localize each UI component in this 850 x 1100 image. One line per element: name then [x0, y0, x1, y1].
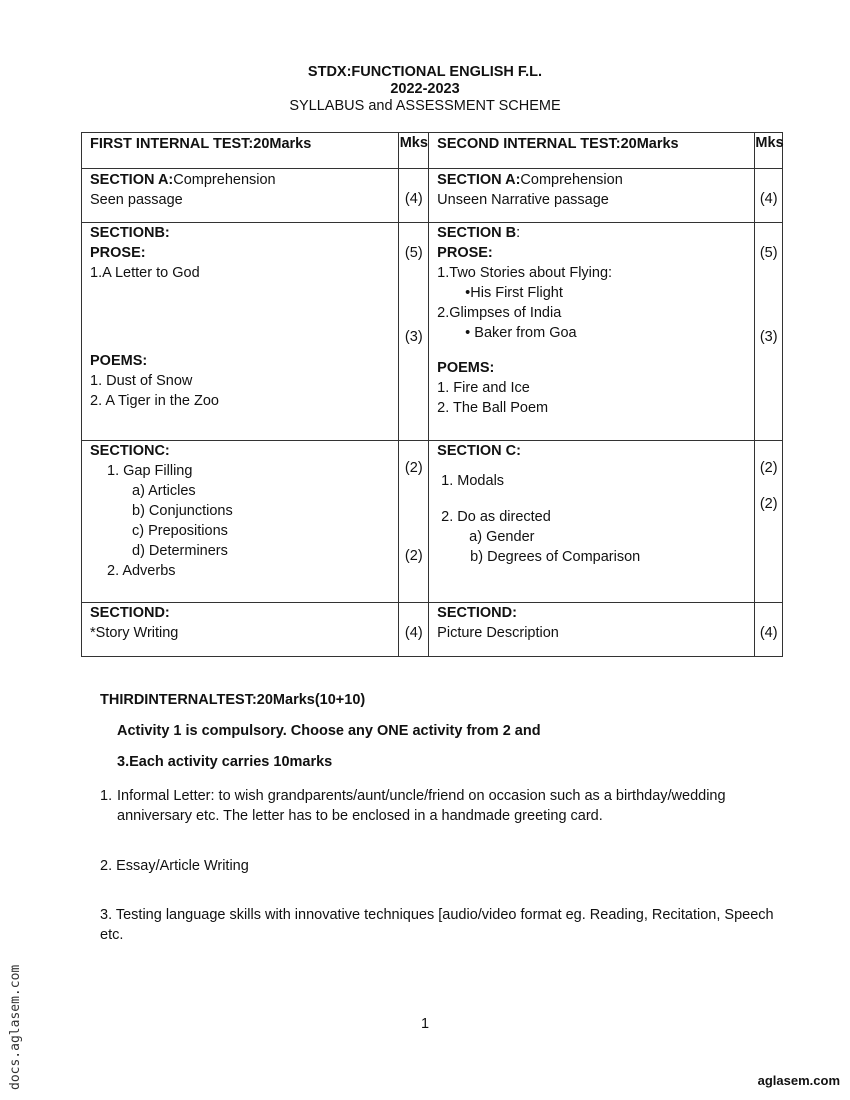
list-item: 2. Essay/Article Writing: [100, 858, 249, 874]
section-title: SECTION A:: [437, 172, 521, 188]
marks-value: (2): [404, 460, 423, 476]
section-d-row: [82, 603, 783, 657]
section-item: 2. The Ball Poem: [437, 400, 549, 416]
marks-value: (4): [759, 191, 778, 207]
list-item-text: Informal Letter: to wish grandparents/aunt/uncle/friend on occasion such as a birthday/wedding anniversary etc. The letter has to be enclosed in a handmade greeting card.: [117, 788, 726, 824]
section-title: SECTION A:: [90, 172, 174, 188]
section-item: 2. Adverbs: [107, 563, 176, 579]
first-test-heading: FIRST INTERNAL TEST:20Marks: [90, 136, 312, 152]
marks-value: (2): [759, 460, 778, 476]
section-title-rest: Comprehension: [520, 172, 623, 188]
prose-heading: PROSE:: [90, 245, 146, 261]
section-subitem: c) Prepositions: [132, 523, 228, 539]
third-test-section: [100, 690, 800, 945]
section-item: 1. Dust of Snow: [90, 373, 193, 389]
section-title: SECTIONC:: [90, 443, 170, 459]
section-item: 1. Fire and Ice: [437, 380, 530, 396]
section-b-row: [82, 223, 783, 441]
third-test-heading: THIRDINTERNALTEST:20Marks(10+10): [100, 692, 366, 708]
section-item: 1. Modals: [441, 473, 505, 489]
header-year: 2022-2023: [390, 81, 460, 97]
section-item: 2.Glimpses of India: [437, 305, 562, 321]
marks-value: (4): [759, 625, 778, 641]
section-item: 1.A Letter to God: [90, 265, 200, 281]
marks-value: (5): [759, 245, 778, 261]
section-item: Unseen Narrative passage: [437, 192, 609, 208]
header-subtitle: SYLLABUS and ASSESSMENT SCHEME: [289, 98, 561, 114]
page-number: 1: [420, 1016, 430, 1032]
section-title: SECTION B: [437, 225, 517, 241]
syllabus-table: [81, 132, 783, 657]
marks-value: (5): [404, 245, 423, 261]
marks-heading: Mks: [755, 135, 784, 151]
marks-heading: Mks: [399, 135, 428, 151]
marks-value: (2): [404, 548, 423, 564]
marks-value: (4): [404, 191, 423, 207]
section-item: *Story Writing: [90, 625, 179, 641]
marks-value: (3): [759, 329, 778, 345]
header-title: STDX:FUNCTIONAL ENGLISH F.L.: [307, 64, 543, 80]
section-a-row: [82, 169, 783, 223]
section-subitem: a) Gender: [469, 529, 535, 545]
section-title: SECTIONB:: [90, 225, 170, 241]
section-c-row: [82, 441, 783, 603]
side-watermark: docs.aglasem.com: [8, 964, 23, 1090]
poems-heading: POEMS:: [437, 360, 495, 376]
list-item-number: 1.: [100, 788, 113, 804]
third-test-note: 3.Each activity carries 10marks: [117, 754, 333, 770]
section-item: 2. A Tiger in the Zoo: [90, 393, 219, 409]
footer-watermark: aglasem.com: [757, 1073, 840, 1088]
prose-heading: PROSE:: [437, 245, 493, 261]
section-title: SECTIOND:: [90, 605, 170, 621]
table-header-row: [82, 133, 783, 169]
section-subitem: b) Degrees of Comparison: [470, 549, 641, 565]
section-subitem: • Baker from Goa: [465, 325, 577, 341]
section-item: Seen passage: [90, 192, 183, 208]
section-subitem: d) Determiners: [132, 543, 228, 559]
section-item: 1. Gap Filling: [107, 463, 193, 479]
marks-value: (4): [404, 625, 423, 641]
section-title: SECTIOND:: [437, 605, 517, 621]
third-test-note: Activity 1 is compulsory. Choose any ONE activity from 2 and: [117, 723, 541, 739]
section-subitem: a) Articles: [132, 483, 196, 499]
marks-value: (3): [404, 329, 423, 345]
section-item: 1.Two Stories about Flying:: [437, 265, 613, 281]
section-title: SECTION C:: [437, 443, 521, 459]
second-test-heading: SECOND INTERNAL TEST:20Marks: [437, 136, 679, 152]
list-item: [100, 786, 800, 826]
section-title-rest: Comprehension: [173, 172, 276, 188]
document-header: [0, 64, 850, 115]
section-item: 2. Do as directed: [441, 509, 551, 525]
section-item: Picture Description: [437, 625, 559, 641]
section-title-rest: :: [516, 225, 521, 241]
section-subitem: •His First Flight: [465, 285, 563, 301]
marks-value: (2): [759, 496, 778, 512]
list-item: 3. Testing language skills with innovative techniques [audio/video format eg. Reading, Recitation, Speech etc.: [100, 907, 774, 943]
section-subitem: b) Conjunctions: [132, 503, 233, 519]
poems-heading: POEMS:: [90, 353, 148, 369]
